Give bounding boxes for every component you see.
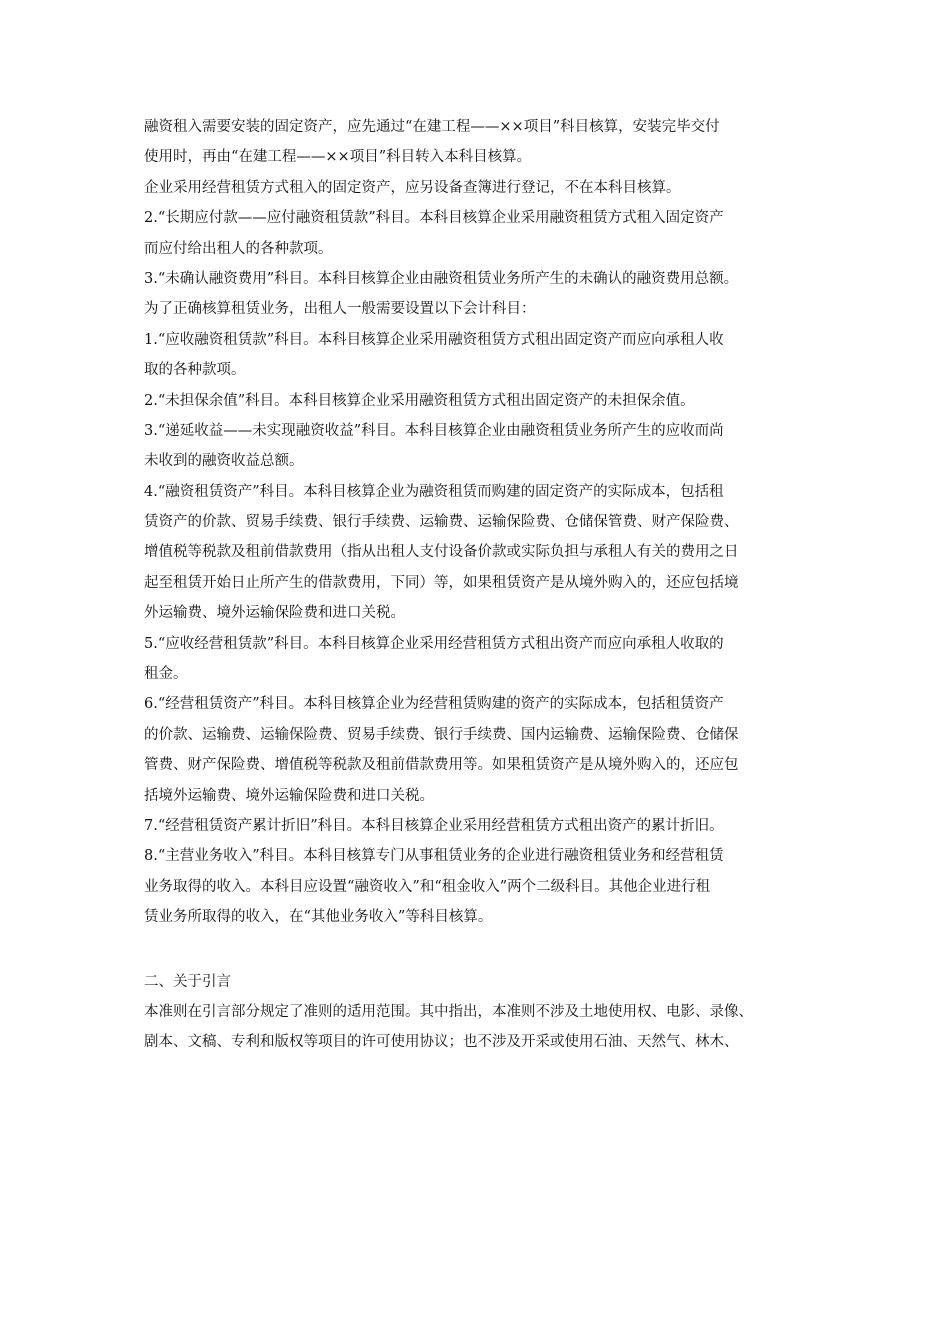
text-line: 管费、财产保险费、增值税等税款及租前借款费用等。如果租赁资产是从境外购入的，还应包 (144, 757, 739, 774)
text-line: 6.“经营租赁资产”科目。本科目核算企业为经营租赁购建的资产的实际成本，包括租赁资产 (144, 696, 724, 713)
text-line: 3.“递延收益——未实现融资收益”科目。本科目核算企业由融资租赁业务所产生的应收而尚 (144, 422, 724, 439)
paragraph-lessor-item-4 (144, 477, 824, 629)
paragraph-finance-lease-install (144, 112, 824, 173)
paragraph-lessor-item-5 (144, 629, 824, 690)
text-line: 剧本、文稿、专利和版权等项目的许可使用协议；也不涉及开采或使用石油、天然气、林木、 (144, 1034, 739, 1051)
paragraph-operating-lease-register (144, 173, 824, 203)
paragraph-lessor-item-2 (144, 386, 824, 416)
paragraph-lessor-item-3 (144, 416, 824, 477)
text-line: 赁业务所取得的收入，在“其他业务收入”等科目核算。 (144, 909, 493, 926)
paragraph-lessor-item-6 (144, 689, 824, 811)
text-line: 企业采用经营租赁方式租入的固定资产，应另设备查簿进行登记，不在本科目核算。 (144, 179, 681, 196)
text-line: 增值税等税款及租前借款费用（指从出租人支付设备价款或实际负担与承租人有关的费用之日 (144, 544, 739, 561)
text-line: 业务取得的收入。本科目应设置“融资收入”和“租金收入”两个二级科目。其他企业进行租 (144, 878, 711, 895)
paragraph-lessee-item-2 (144, 203, 824, 264)
paragraph-lessor-item-8 (144, 841, 824, 932)
text-line: 2.“未担保余值”科目。本科目核算企业采用融资租赁方式租出固定资产的未担保余值。 (144, 392, 695, 409)
text-line: 未收到的融资收益总额。 (144, 453, 304, 470)
text-line: 1.“应收融资租赁款”科目。本科目核算企业采用融资租赁方式租出固定资产而应向承租人收 (144, 331, 724, 348)
text-line: 3.“未确认融资费用”科目。本科目核算企业由融资租赁业务所产生的未确认的融资费用总额。 (144, 270, 739, 287)
text-line: 本准则在引言部分规定了准则的适用范围。其中指出，本准则不涉及土地使用权、电影、录像、 (144, 1003, 753, 1020)
text-line: 而应付给出租人的各种款项。 (144, 240, 333, 257)
text-line: 8.“主营业务收入”科目。本科目核算专门从事租赁业务的企业进行融资租赁业务和经营租赁 (144, 848, 724, 865)
text-line: 融资租入需要安装的固定资产，应先通过“在建工程——××项目”科目核算，安装完毕交付 (144, 119, 720, 135)
paragraph-introduction-scope (144, 997, 824, 1058)
paragraph-lessee-item-3 (144, 264, 824, 294)
text-line: 4.“融资租赁资产”科目。本科目核算企业为融资租赁而购建的固定资产的实际成本，包括租 (144, 483, 724, 500)
text-line: 2.“长期应付款——应付融资租赁款”科目。本科目核算企业采用融资租赁方式租入固定资产 (144, 210, 724, 227)
text-line: 取的各种款项。 (144, 362, 246, 379)
document-body (144, 112, 824, 1058)
text-line: 7.“经营租赁资产累计折旧”科目。本科目核算企业采用经营租赁方式租出资产的累计折旧。 (144, 817, 724, 834)
text-line: 的价款、运输费、运输保险费、贸易手续费、银行手续费、国内运输费、运输保险费、仓储保 (144, 726, 739, 743)
paragraph-lessor-item-1 (144, 325, 824, 386)
text-line: 租金。 (144, 666, 188, 683)
paragraph-lessor-intro (144, 294, 824, 324)
text-line: 括境外运输费、境外运输保险费和进口关税。 (144, 787, 434, 804)
section-spacer (144, 933, 824, 967)
text-line: 为了正确核算租赁业务，出租人一般需要设置以下会计科目： (144, 301, 536, 318)
section-heading (144, 967, 824, 997)
text-line: 5.“应收经营租赁款”科目。本科目核算企业采用经营租赁方式租出资产而应向承租人收取的 (144, 635, 724, 652)
paragraph-lessor-item-7 (144, 811, 824, 841)
text-line: 外运输费、境外运输保险费和进口关税。 (144, 605, 405, 622)
section-heading-text: 二、关于引言 (144, 973, 231, 990)
text-line: 起至租赁开始日止所产生的借款费用，下同）等，如果租赁资产是从境外购入的，还应包括境 (144, 574, 739, 591)
text-line: 赁资产的价款、贸易手续费、银行手续费、运输费、运输保险费、仓储保管费、财产保险费、 (144, 514, 739, 531)
text-line: 使用时，再由“在建工程——××项目”科目转入本科目核算。 (144, 149, 532, 166)
